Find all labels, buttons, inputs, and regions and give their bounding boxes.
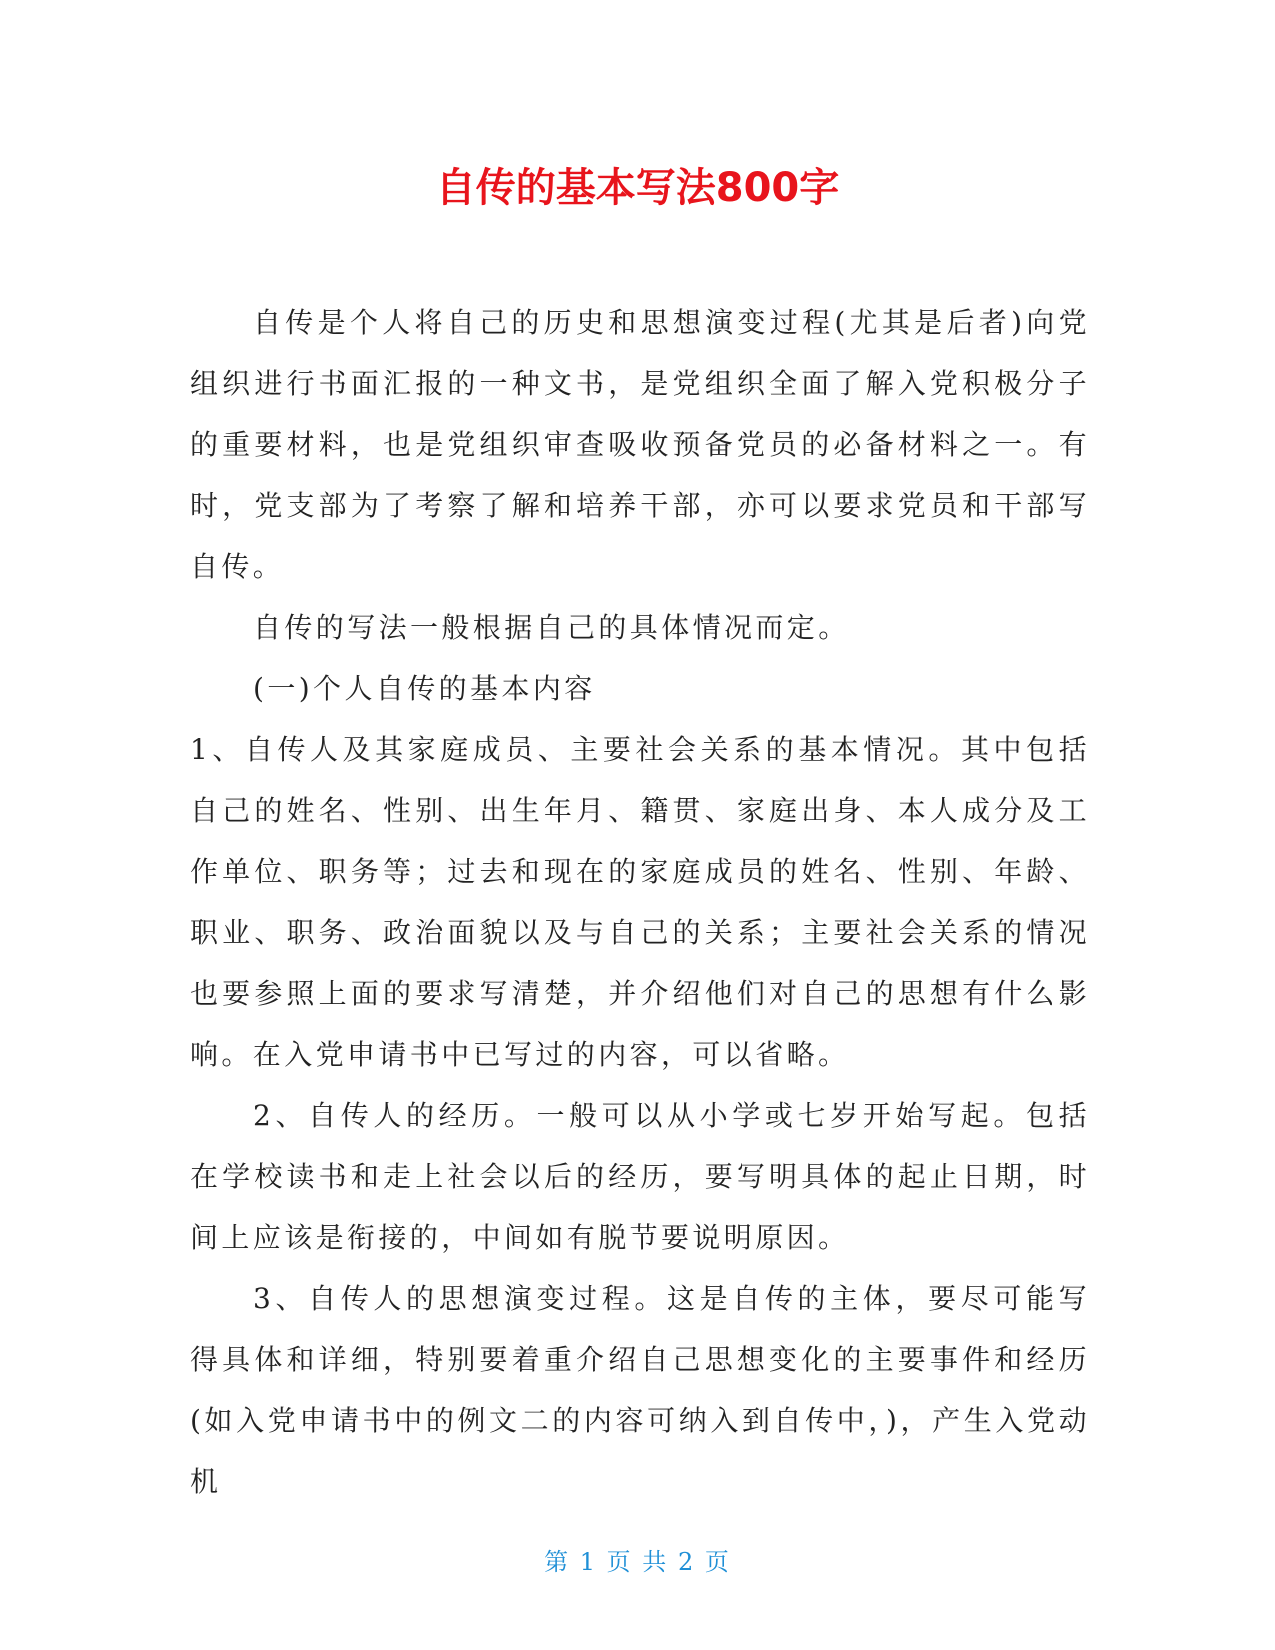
paragraph-intro: 自传是个人将自己的历史和思想演变过程(尤其是后者)向党组织进行书面汇报的一种文书，是党组织全面了解入党积极分子的重要材料，也是党组织审查吸收预备党员的必备材料之一。有时，党支部为了考察了解和培养干部，亦可以要求党员和干部写自传。 xyxy=(190,306,1090,583)
document-title: 自传的基本写法800字 xyxy=(435,165,840,211)
document-body xyxy=(190,292,1090,1512)
page-footer: 第 1 页 共 2 页 xyxy=(544,1548,731,1576)
paragraph-item-1: 1、自传人及其家庭成员、主要社会关系的基本情况。其中包括自己的姓名、性别、出生年月、籍贯、家庭出身、本人成分及工作单位、职务等；过去和现在的家庭成员的姓名、性别、年龄、职业、职务、政治面貌以及与自己的关系；主要社会关系的情况也要参照上面的要求写清楚，并介绍他们对自己的思想有什么影响。在入党申请书中已写过的内容，可以省略。 xyxy=(190,733,1090,1071)
paragraph-item-2: 2、自传人的经历。一般可以从小学或七岁开始写起。包括在学校读书和走上社会以后的经历，要写明具体的起止日期，时间上应该是衔接的，中间如有脱节要说明原因。 xyxy=(190,1099,1090,1254)
section-heading-basic-content: (一)个人自传的基本内容 xyxy=(253,672,596,705)
paragraph-method: 自传的写法一般根据自己的具体情况而定。 xyxy=(253,611,850,644)
paragraph-item-3: 3、自传人的思想演变过程。这是自传的主体，要尽可能写得具体和详细，特别要着重介绍自己思想变化的主要事件和经历(如入党申请书中的例文二的内容可纳入到自传中，)，产生入党动机 xyxy=(190,1282,1090,1498)
